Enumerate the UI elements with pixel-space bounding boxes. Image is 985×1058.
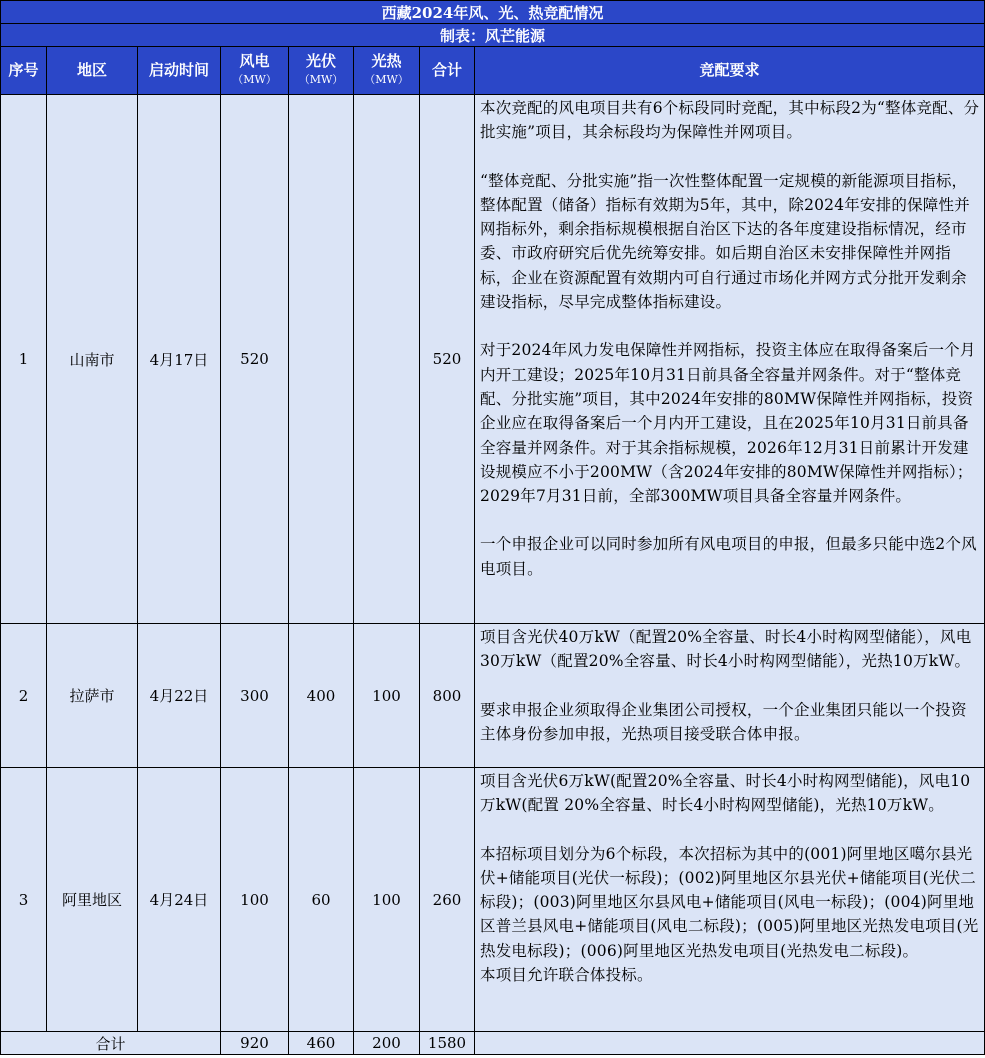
cell-requirements [475, 624, 985, 768]
requirement-paragraph: 项目含光伏40万kW（配置20%全容量、时长4小时构网型储能），风电30万kW（配置20%全容量、时长4小时构网型储能），光热10万kW。 [480, 628, 972, 671]
cell-index: 1 [1, 95, 47, 624]
cell-thermal [354, 95, 420, 624]
header-region: 地区 [47, 47, 138, 95]
cell-wind: 100 [221, 768, 289, 1032]
cell-pv: 400 [289, 624, 354, 768]
cell-index: 2 [1, 624, 47, 768]
requirement-paragraph: 要求申报企业须取得企业集团公司授权，一个企业集团只能以一个投资主体身份参加申报，光热项目接受联合体申报。 [480, 700, 967, 743]
cell-pv [289, 95, 354, 624]
header-thermal [354, 47, 420, 95]
cell-wind: 300 [221, 624, 289, 768]
requirement-paragraph: 本次竞配的风电项目共有6个标段同时竞配，其中标段2为“整体竞配、分批实施”项目，其余标段均为保障性并网项目。 [480, 99, 980, 142]
header-thermal-label: 光热 [371, 52, 402, 70]
cell-region: 山南市 [47, 95, 138, 624]
totals-pv: 460 [289, 1032, 354, 1055]
cell-index: 3 [1, 768, 47, 1032]
cell-region: 阿里地区 [47, 768, 138, 1032]
header-wind [221, 47, 289, 95]
header-pv-unit: （MW） [298, 73, 344, 86]
totals-requirements [475, 1032, 985, 1055]
table-row [1, 768, 985, 1032]
cell-region: 拉萨市 [47, 624, 138, 768]
requirement-paragraph: 项目含光伏6万kW(配置20%全容量、时长4小时构网型储能)，风电10万kW(配置 20%全容量、时长4小时构网型储能)，光热10万kW。 [480, 772, 971, 815]
totals-label: 合计 [1, 1032, 221, 1055]
requirement-paragraph: “整体竞配、分批实施”指一次性整体配置一定规模的新能源项目指标，整体配置（储备）指标有效期为5年，其中，除2024年安排的保障性并网指标外，剩余指标规模根据自治区下达的各年度建设指标情况，经市委、市政府研究后优先统筹安排。如后期自治区未安排保障性并网指标，企业在资源配置有效期内可自行通过市场化并网方式分批开发剩余建设指标，尽早完成整体指标建设。 [480, 171, 970, 312]
table-title: 西藏2024年风、光、热竞配情况 [1, 1, 985, 24]
header-index: 序号 [1, 47, 47, 95]
header-total: 合计 [420, 47, 475, 95]
header-wind-label: 风电 [239, 52, 270, 70]
cell-wind: 520 [221, 95, 289, 624]
requirement-paragraph: 本招标项目划分为6个标段，本次招标为其中的(001)阿里地区噶尔县光伏+储能项目(光伏一标段)；(002)阿里地区尔县光伏+储能项目(光伏二标段)；(003)阿里地区尔县风电+储能项目(风电一标段)；(004)阿里地区普兰县风电+储能项目(风电二标段)；(005)阿里地区光热发电项目(光热发电标段)；(006)阿里地区光热发电项目(光热发电二标段)。 [480, 844, 979, 960]
header-start-time: 启动时间 [138, 47, 221, 95]
totals-thermal: 200 [354, 1032, 420, 1055]
cell-start-time: 4月22日 [138, 624, 221, 768]
totals-row [1, 1032, 985, 1055]
cell-total: 800 [420, 624, 475, 768]
table-row [1, 95, 985, 624]
cell-total: 520 [420, 95, 475, 624]
cell-thermal: 100 [354, 624, 420, 768]
cell-start-time: 4月17日 [138, 95, 221, 624]
cell-requirements [475, 768, 985, 1032]
requirement-paragraph: 本项目允许联合体投标。 [480, 966, 653, 985]
header-pv [289, 47, 354, 95]
header-wind-unit: （MW） [232, 73, 277, 86]
table-subtitle: 制表：风芒能源 [1, 24, 985, 47]
header-requirements: 竞配要求 [475, 47, 985, 95]
totals-wind: 920 [221, 1032, 289, 1055]
header-thermal-unit: （MW） [364, 73, 409, 86]
cell-total: 260 [420, 768, 475, 1032]
cell-requirements [475, 95, 985, 624]
table-row [1, 624, 985, 768]
requirement-paragraph: 一个申报企业可以同时参加所有风电项目的申报，但最多只能中选2个风电项目。 [480, 535, 977, 578]
cell-start-time: 4月24日 [138, 768, 221, 1032]
header-row [1, 47, 985, 95]
cell-pv: 60 [289, 768, 354, 1032]
requirement-paragraph: 对于2024年风力发电保障性并网指标，投资主体应在取得备案后一个月内开工建设；2025年10月31日前具备全容量并网条件。对于“整体竞配、分批实施”项目，其中2024年安排的80MW保障性并网指标，投资企业应在取得备案后一个月内开工建设，且在2025年10月31日前具备全容量并网条件。对于其余指标规模，2026年12月31日前累计开发建设规模应不小于200MW（含2024年安排的80MW保障性并网指标）；2029年7月31日前，全部300MW项目具备全容量并网条件。 [480, 341, 976, 506]
header-pv-label: 光伏 [305, 52, 336, 70]
totals-total: 1580 [420, 1032, 475, 1055]
cell-thermal: 100 [354, 768, 420, 1032]
